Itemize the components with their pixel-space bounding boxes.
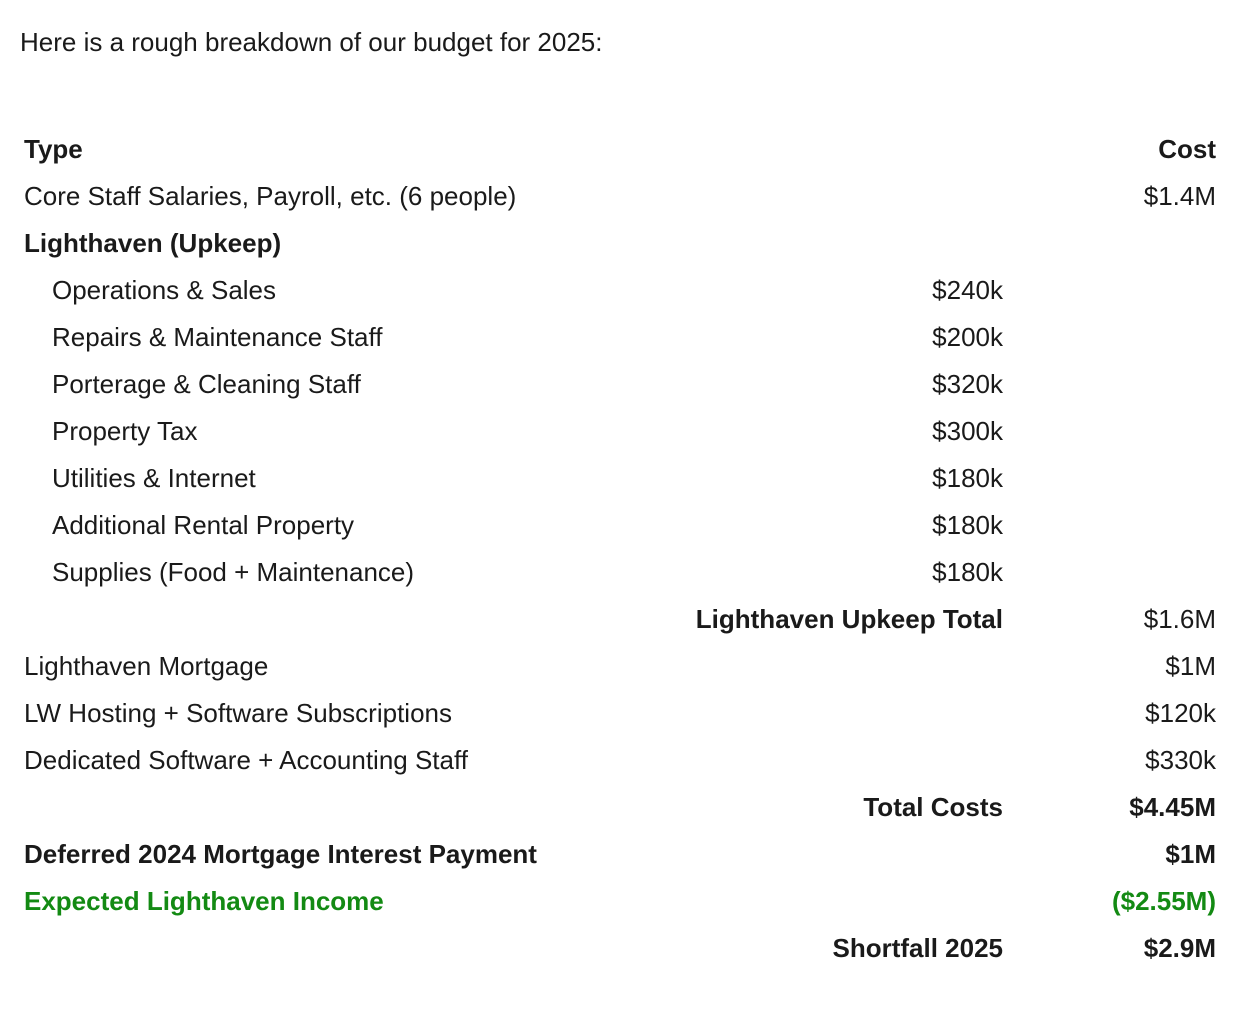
total-costs-label: Total Costs [863, 792, 1003, 822]
upkeep-item-label: Repairs & Maintenance Staff [52, 322, 383, 352]
upkeep-item-amount: $320k [932, 369, 1003, 399]
shortfall-row [24, 925, 1216, 972]
core-staff-row [24, 173, 1216, 220]
upkeep-item-row [24, 361, 1216, 408]
upkeep-heading-row [24, 220, 1216, 267]
upkeep-item-label: Property Tax [52, 416, 198, 446]
upkeep-heading: Lighthaven (Upkeep) [24, 228, 282, 258]
mortgage-cost: $1M [1165, 651, 1216, 681]
upkeep-item-amount: $180k [932, 510, 1003, 540]
upkeep-item-row [24, 314, 1216, 361]
deferred-row [24, 831, 1216, 878]
intro-text: Here is a rough breakdown of our budget for 2025: [20, 27, 603, 57]
upkeep-item-label: Operations & Sales [52, 275, 277, 305]
upkeep-item-amount: $240k [932, 275, 1003, 305]
core-staff-label: Core Staff Salaries, Payroll, etc. (6 people) [24, 181, 517, 211]
upkeep-total-cost: $1.6M [1143, 604, 1216, 634]
income-row [24, 878, 1216, 925]
income-label: Expected Lighthaven Income [24, 886, 384, 916]
deferred-label: Deferred 2024 Mortgage Interest Payment [24, 839, 537, 869]
upkeep-item-label: Supplies (Food + Maintenance) [52, 557, 415, 587]
upkeep-item-row [24, 549, 1216, 596]
income-value: ($2.55M) [1111, 886, 1216, 916]
upkeep-item-amount: $180k [932, 557, 1003, 587]
mortgage-row [24, 643, 1216, 690]
header-row [24, 126, 1216, 173]
deferred-cost: $1M [1165, 839, 1216, 869]
total-costs-row [24, 784, 1216, 831]
upkeep-item-amount: $300k [932, 416, 1003, 446]
budget-table [24, 126, 1216, 972]
core-staff-cost: $1.4M [1143, 181, 1216, 211]
mortgage-label: Lighthaven Mortgage [24, 651, 269, 681]
upkeep-item-row [24, 502, 1216, 549]
upkeep-total-row [24, 596, 1216, 643]
upkeep-item-amount: $200k [932, 322, 1003, 352]
upkeep-item-label: Additional Rental Property [52, 510, 355, 540]
software-staff-cost: $330k [1145, 745, 1216, 775]
upkeep-item-label: Utilities & Internet [52, 463, 256, 493]
upkeep-item-row [24, 267, 1216, 314]
software-staff-label: Dedicated Software + Accounting Staff [24, 745, 468, 775]
hosting-label: LW Hosting + Software Subscriptions [24, 698, 452, 728]
hosting-row [24, 690, 1216, 737]
upkeep-item-label: Porterage & Cleaning Staff [52, 369, 361, 399]
software-staff-row [24, 737, 1216, 784]
upkeep-item-row [24, 455, 1216, 502]
upkeep-total-label: Lighthaven Upkeep Total [695, 604, 1003, 634]
shortfall-label: Shortfall 2025 [832, 933, 1003, 963]
shortfall-value: $2.9M [1143, 933, 1216, 963]
type-column-header: Type [24, 134, 83, 164]
hosting-cost: $120k [1145, 698, 1216, 728]
upkeep-item-row [24, 408, 1216, 455]
upkeep-item-amount: $180k [932, 463, 1003, 493]
cost-column-header: Cost [1158, 134, 1216, 164]
total-costs-value: $4.45M [1129, 792, 1216, 822]
